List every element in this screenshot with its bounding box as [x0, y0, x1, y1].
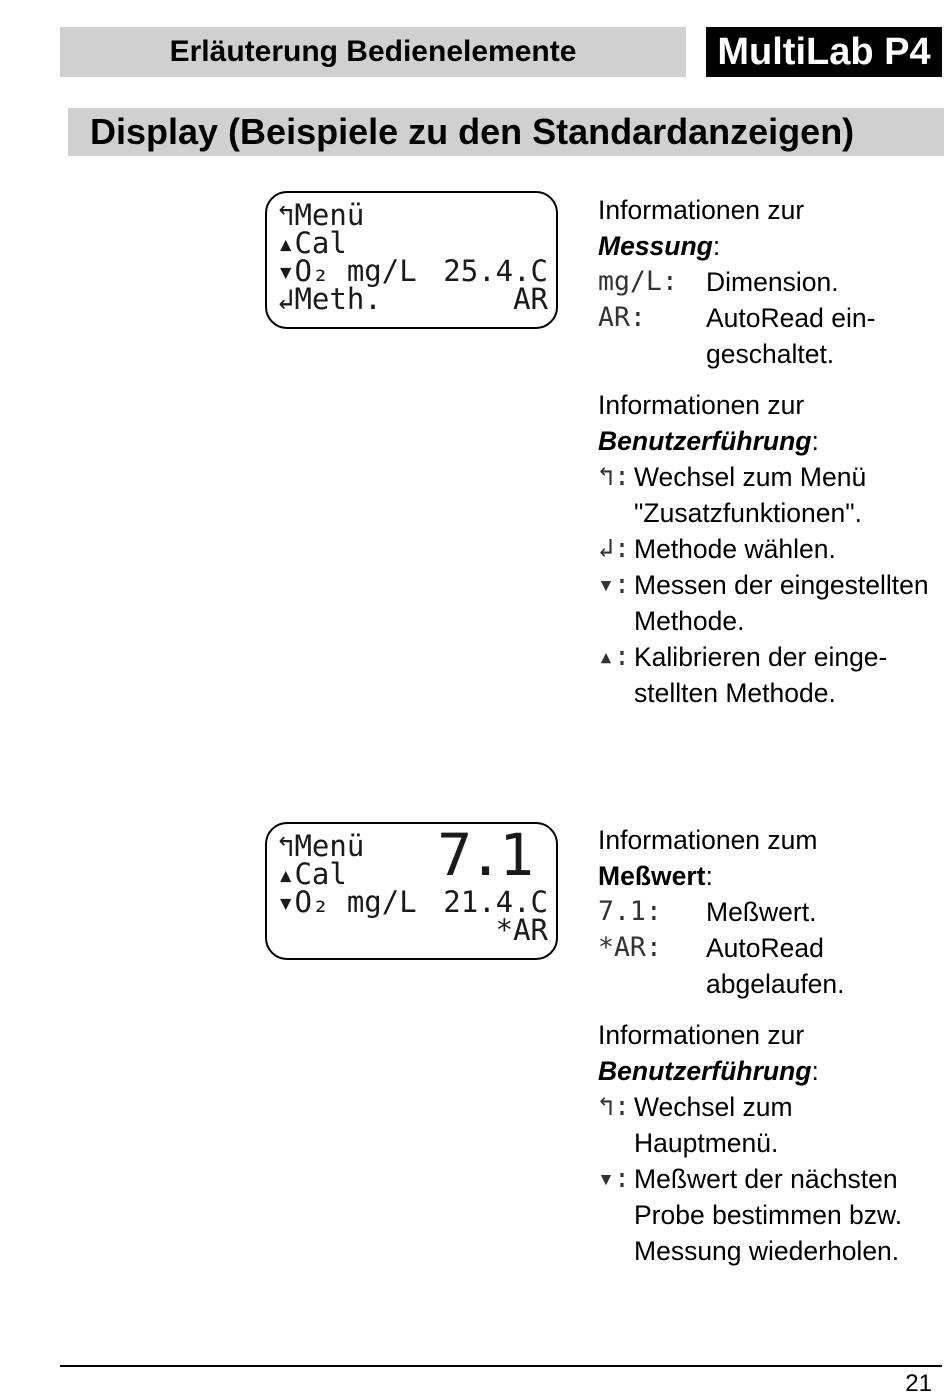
- lcd-autoread-done: *AR: [495, 913, 548, 947]
- info-intro: Informationen zum: [598, 825, 818, 855]
- lcd-line-unit: ▾O₂ mg/L: [277, 885, 417, 919]
- lcd-line-unit: ▾O₂ mg/L: [277, 254, 417, 288]
- lcd-measured-value: 7.1: [437, 821, 530, 889]
- menu-arrow-icon: ↰:: [598, 461, 630, 492]
- info-heading: Messung: [598, 231, 713, 261]
- menu-arrow-icon: ↰:: [598, 1091, 630, 1122]
- down-arrow-icon: ▾:: [598, 569, 630, 600]
- info-heading: Benutzerführung: [598, 1056, 812, 1086]
- info-intro: Informationen zur: [598, 195, 805, 225]
- info-heading: Benutzerführung: [598, 426, 812, 456]
- info-row-dimension: mg/L: Dimension.: [598, 264, 875, 300]
- lcd-line-cal: ▴Cal: [277, 857, 347, 891]
- lcd-temperature: 21.4.C: [443, 885, 548, 919]
- info-intro: Informationen zur: [598, 1020, 805, 1050]
- info-block-measured-value: Informationen zum Meßwert: 7.1: Meßwert. *AR: AutoRead abgelaufen.: [598, 822, 845, 1002]
- guide-row-calibrate: ▴: Kalibrieren der einge-: [598, 639, 929, 675]
- section-title: Display (Beispiele zu den Standardanzeigen): [68, 108, 944, 156]
- guide-row-next-sample: ▾: Meßwert der nächsten: [598, 1161, 902, 1197]
- code-ar: AR:: [598, 302, 646, 333]
- lcd-display-standard: [265, 191, 558, 329]
- info-block-guidance-1: Informationen zur Benutzerführung: ↰: Wechsel zum Menü "Zusatzfunktionen". ↲: Methode wählen. ▾: Messen der eingestellten Methode. ▴: Kalibrieren der einge- stellten Methode.: [598, 387, 929, 711]
- up-arrow-icon: ▴:: [598, 641, 630, 672]
- lcd-line-menu: ↰Menü: [277, 198, 365, 232]
- lcd-line-cal: ▴Cal: [277, 226, 347, 260]
- down-arrow-icon: ▾:: [598, 1163, 630, 1194]
- info-block-measurement: Informationen zur Messung: mg/L: Dimension. AR: AutoRead ein- geschaltet.: [598, 192, 875, 372]
- guide-row-method: ↲: Methode wählen.: [598, 531, 929, 567]
- code-value: 7.1:: [598, 896, 662, 927]
- info-block-guidance-2: Informationen zur Benutzerführung: ↰: Wechsel zum Hauptmenü. ▾: Meßwert der nächsten Probe bestimmen bzw. Messung wiederholen.: [598, 1017, 902, 1269]
- lcd-autoread: AR: [513, 282, 548, 316]
- product-badge: MultiLab P4: [706, 27, 942, 77]
- footer-divider: [60, 1365, 942, 1367]
- info-intro: Informationen zur: [598, 390, 805, 420]
- page-number: 21: [905, 1370, 932, 1397]
- guide-row-main-menu: ↰: Wechsel zum: [598, 1089, 902, 1125]
- lcd-line-menu: ↰Menü: [277, 829, 365, 863]
- code-unit: mg/L:: [598, 266, 678, 297]
- lcd-line-method: ↲Meth.: [277, 282, 382, 316]
- guide-row-measure: ▾: Messen der eingestellten: [598, 567, 929, 603]
- info-heading: Meßwert: [598, 861, 706, 891]
- guide-row-menu: ↰: Wechsel zum Menü: [598, 459, 929, 495]
- lcd-display-measured-value: [265, 822, 558, 960]
- code-ar-done: *AR:: [598, 932, 662, 963]
- info-row-autoread: AR: AutoRead ein-: [598, 300, 875, 336]
- lcd-temperature: 25.4.C: [443, 254, 548, 288]
- info-row-value: 7.1: Meßwert.: [598, 894, 845, 930]
- chapter-header: Erläuterung Bedienelemente: [60, 27, 686, 77]
- info-row-autoread-done: *AR: AutoRead: [598, 930, 845, 966]
- enter-icon: ↲:: [598, 533, 630, 564]
